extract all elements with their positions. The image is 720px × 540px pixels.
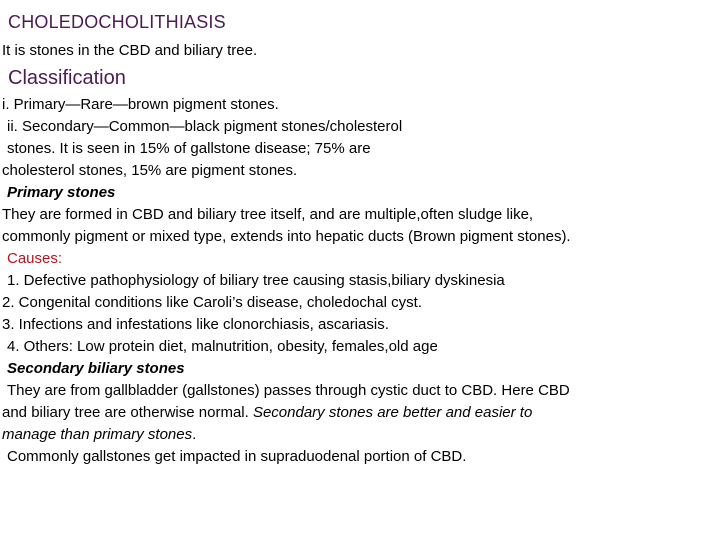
secondary-stones-text-3-end: . (192, 426, 197, 443)
primary-stones-text-2: commonly pigment or mixed type, extends into hepatic ducts (Brown pigment stones). (2, 228, 571, 245)
classification-secondary-line-3: cholesterol stones, 15% are pigment stones. (2, 162, 298, 179)
secondary-stones-text-1: They are from gallbladder (gallstones) passes through cystic duct to CBD. Here CBD (7, 382, 570, 399)
primary-stones-heading: Primary stones (7, 184, 116, 201)
cause-item: 4. Others: Low protein diet, malnutrition, obesity, females,old age (7, 338, 438, 355)
primary-stones-text-1: They are formed in CBD and biliary tree itself, and are multiple,often sludge like, (2, 206, 534, 223)
secondary-stones-text-2-italic: Secondary stones are better and easier to (252, 404, 533, 421)
causes-heading: Causes: (7, 250, 63, 267)
classification-secondary-line-1: ii. Secondary—Common—black pigment stones/cholesterol (7, 118, 403, 135)
secondary-stones-text-4: Commonly gallstones get impacted in supraduodenal portion of CBD. (7, 448, 467, 465)
secondary-stones-text-2 (2, 402, 718, 424)
classification-heading: Classification (8, 67, 126, 89)
cause-item: 2. Congenital conditions like Caroli’s disease, choledochal cyst. (2, 294, 422, 311)
cause-item: 1. Defective pathophysiology of biliary tree causing stasis,biliary dyskinesia (7, 272, 505, 289)
body-text (2, 94, 718, 468)
definition-text: It is stones in the CBD and biliary tree. (2, 42, 258, 59)
classification-primary: i. Primary—Rare—brown pigment stones. (2, 96, 279, 113)
cause-item: 3. Infections and infestations like clonorchiasis, ascariasis. (2, 316, 389, 333)
secondary-stones-heading: Secondary biliary stones (7, 360, 185, 377)
secondary-stones-text-3-italic: manage than primary stones (2, 426, 193, 443)
page-title: CHOLEDOCHOLITHIASIS (8, 12, 226, 32)
classification-secondary-line-2: stones. It is seen in 15% of gallstone disease; 75% are (7, 140, 371, 157)
secondary-stones-text-2-plain: and biliary tree are otherwise normal. (2, 404, 253, 421)
secondary-stones-text-3 (2, 424, 718, 446)
